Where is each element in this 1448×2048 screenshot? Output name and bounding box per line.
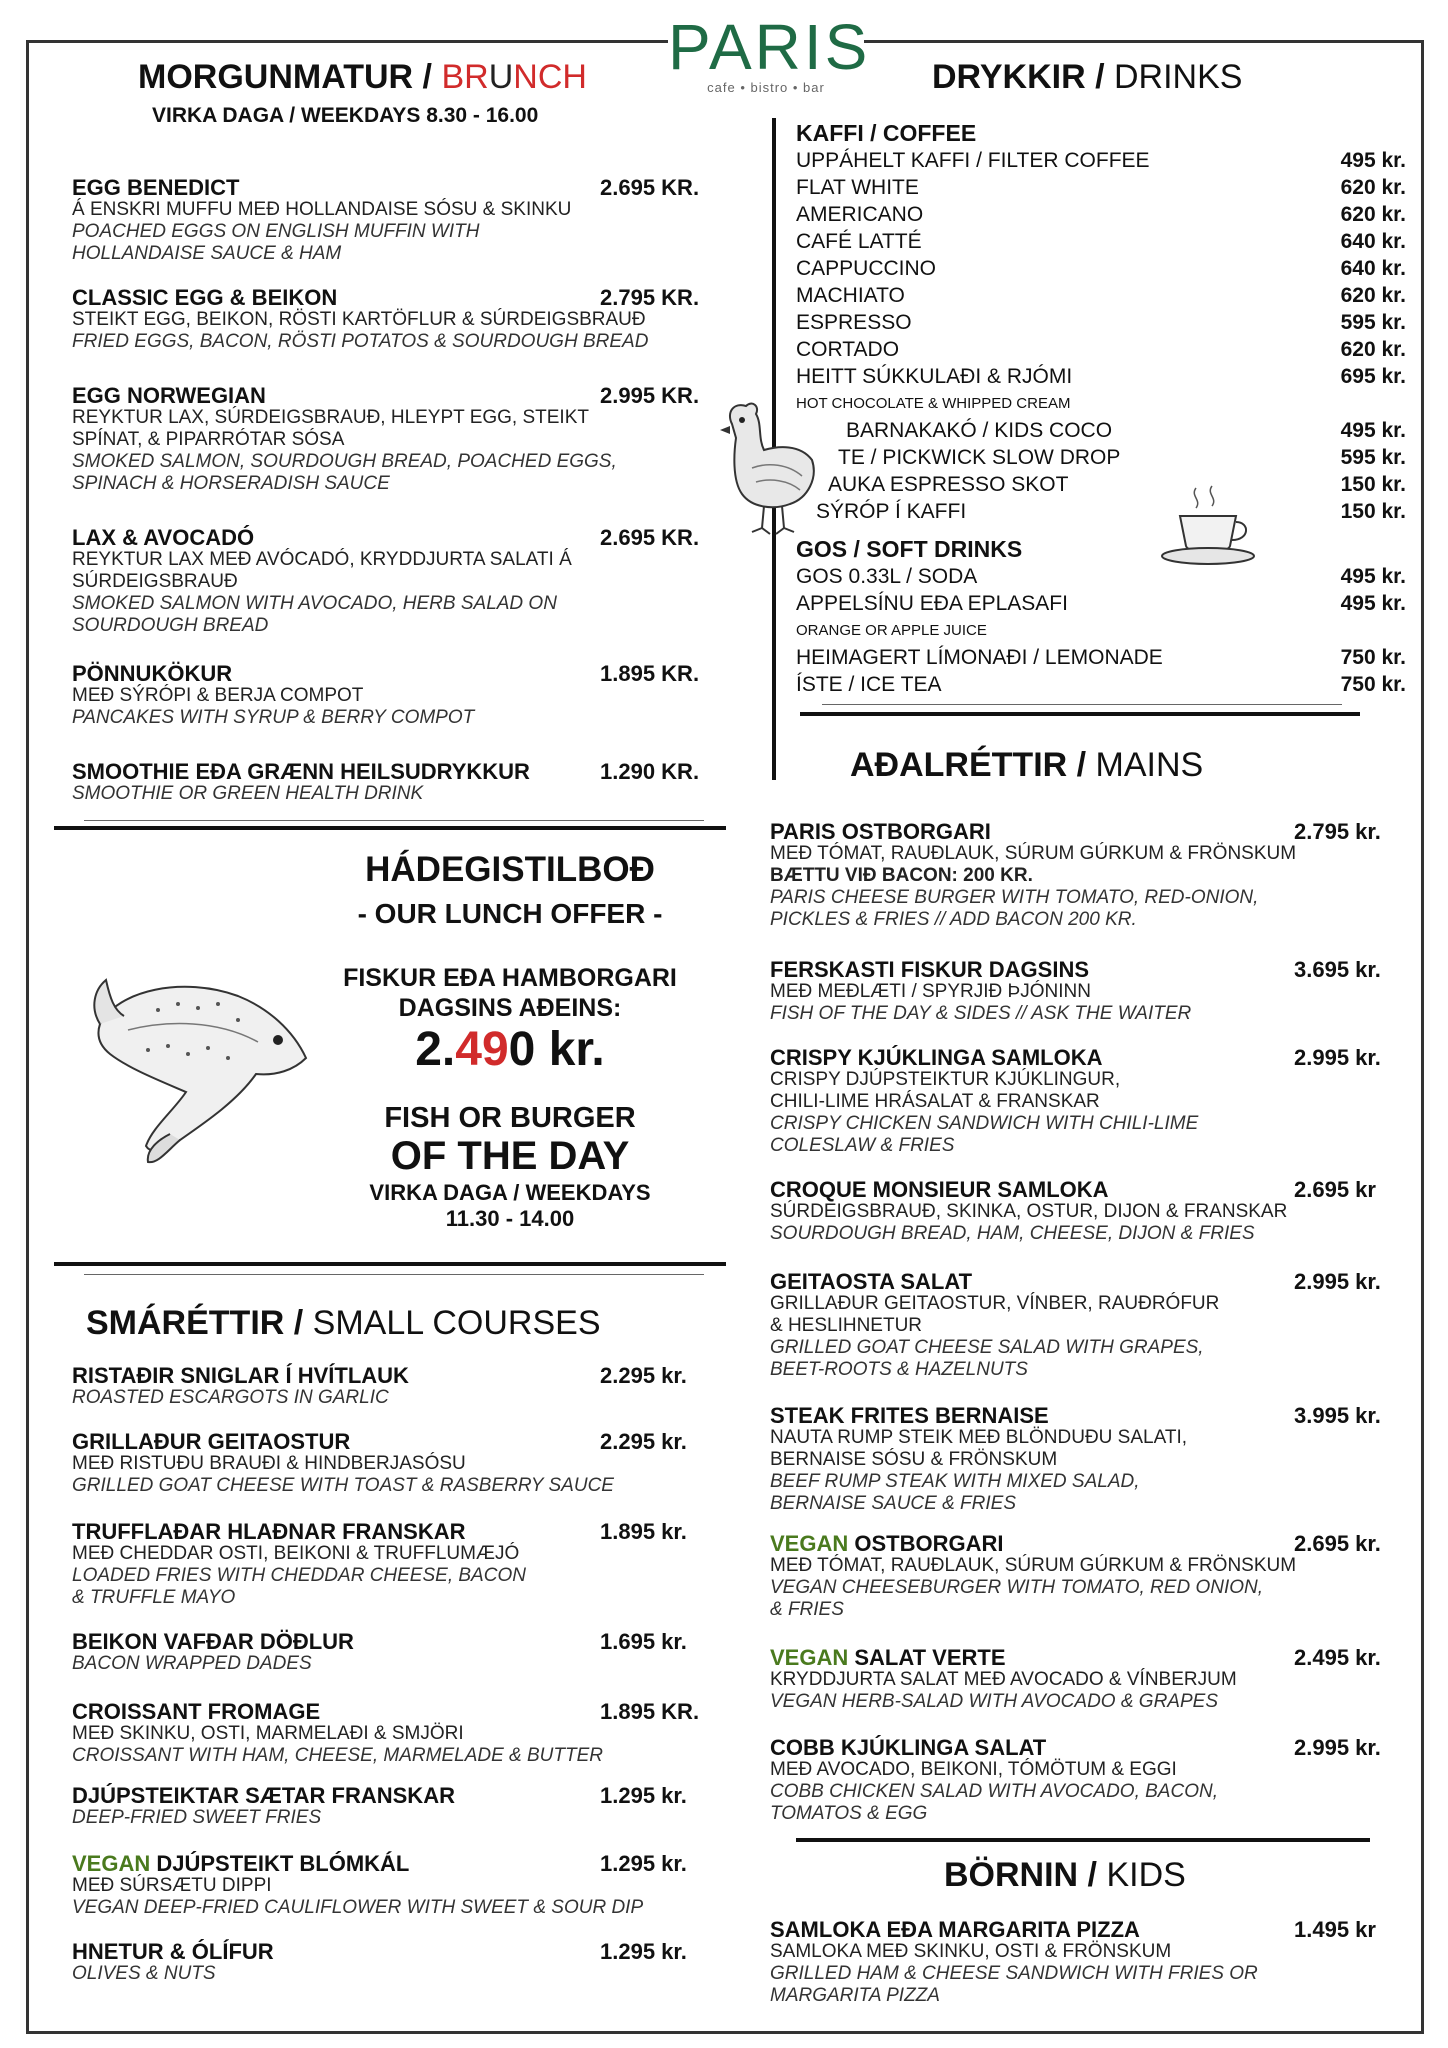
drink-price: 640 kr. [1340, 257, 1406, 280]
fish-illustration [88, 950, 320, 1166]
vegan-label: VEGAN [770, 1531, 849, 1556]
divider [822, 704, 1342, 705]
drink-name: HEITT SÚKKULAÐI & RJÓMI [796, 365, 1073, 388]
menu-item [770, 1178, 1430, 1245]
item-price: 1.295 kr. [600, 1783, 687, 1808]
vegan-label: VEGAN [770, 1645, 849, 1670]
drink-name: CAFÉ LATTÉ [796, 230, 922, 253]
divider [796, 1838, 1370, 1842]
item-name: BEIKON VAFÐAR DÖÐLUR [72, 1629, 354, 1654]
item-description-en: & FRIES [770, 1599, 844, 1620]
item-name: SMOOTHIE EÐA GRÆNN HEILSUDRYKKUR [72, 759, 530, 784]
drink-row [796, 175, 1406, 201]
drink-price: 640 kr. [1340, 230, 1406, 253]
item-description-en: GRILLED GOAT CHEESE SALAD WITH GRAPES, [770, 1337, 1204, 1358]
drink-name: AMERICANO [796, 203, 924, 226]
item-name: GEITAOSTA SALAT [770, 1269, 973, 1294]
item-description-en: BERNAISE SAUCE & FRIES [770, 1493, 1017, 1514]
item-description-en: PICKLES & FRIES // ADD BACON 200 KR. [770, 909, 1137, 930]
lunch-subtitle: - OUR LUNCH OFFER - [357, 898, 663, 929]
item-name: CROQUE MONSIEUR SAMLOKA [770, 1177, 1109, 1202]
item-description: KRYDDJURTA SALAT MEÐ AVOCADO & VÍNBERJUM [770, 1669, 1237, 1690]
item-description-en: FISH OF THE DAY & SIDES // ASK THE WAITER [770, 1003, 1192, 1024]
brunch-hours: VIRKA DAGA / WEEKDAYS 8.30 - 16.00 [152, 104, 539, 127]
vegan-label: VEGAN [72, 1851, 151, 1876]
item-name: FERSKASTI FISKUR DAGSINS [770, 957, 1090, 982]
item-description: CRISPY DJÚPSTEIKTUR KJÚKLINGUR, [770, 1069, 1121, 1090]
menu-item [72, 286, 732, 353]
menu-item [72, 526, 732, 637]
item-name: EGG BENEDICT [72, 175, 240, 200]
drink-row [796, 364, 1406, 390]
menu-item [72, 662, 732, 729]
item-description-en: VEGAN HERB-SALAD WITH AVOCADO & GRAPES [770, 1691, 1219, 1712]
item-name: LAX & AVOCADÓ [72, 525, 255, 550]
drink-name: AUKA ESPRESSO SKOT [828, 473, 1069, 496]
divider [84, 820, 704, 821]
drink-price: 620 kr. [1340, 284, 1406, 307]
drink-name: ORANGE OR APPLE JUICE [796, 622, 987, 639]
drink-row [796, 618, 1406, 644]
hen-illustration [712, 398, 822, 538]
lunch-en4: 11.30 - 14.00 [445, 1206, 575, 1231]
drink-price: 595 kr. [1340, 446, 1406, 469]
item-name-text: OSTBORGARI [848, 1531, 1004, 1556]
item-price: 3.995 kr. [1294, 1403, 1381, 1428]
item-price: 1.895 KR. [600, 1699, 700, 1724]
menu-item [770, 1404, 1430, 1515]
item-price: 2.995 KR. [600, 383, 700, 408]
menu-item [72, 1700, 732, 1767]
item-description-en: BEET-ROOTS & HAZELNUTS [770, 1359, 1028, 1380]
item-name: TRUFFLAÐAR HLAÐNAR FRANSKAR [72, 1519, 466, 1544]
item-description: MEÐ SKINKU, OSTI, MARMELAÐI & SMJÖRI [72, 1723, 464, 1744]
coffee-list [796, 148, 1406, 528]
kids-title: BÖRNIN / KIDS [944, 1856, 1186, 1894]
item-description-en: OLIVES & NUTS [72, 1963, 216, 1984]
item-price: 2.795 kr. [1294, 819, 1381, 844]
divider [54, 1262, 726, 1266]
divider [84, 1274, 704, 1275]
drink-name: CORTADO [796, 338, 900, 361]
drink-price: 695 kr. [1340, 365, 1406, 388]
item-description-en: LOADED FRIES WITH CHEDDAR CHEESE, BACON [72, 1565, 526, 1586]
menu-item [770, 1270, 1430, 1381]
drink-name: APPELSÍNU EÐA EPLASAFI [796, 592, 1068, 615]
brand-tagline: cafe • bistro • bar [707, 80, 825, 95]
item-description-en: COBB CHICKEN SALAD WITH AVOCADO, BACON, [770, 1781, 1218, 1802]
drink-row [796, 645, 1406, 671]
logo [668, 11, 871, 110]
item-description-en: PARIS CHEESE BURGER WITH TOMATO, RED-ONION, [770, 887, 1259, 908]
drink-row [796, 591, 1406, 617]
item-name: COBB KJÚKLINGA SALAT [770, 1735, 1047, 1760]
item-description-en: SMOKED SALMON, SOURDOUGH BREAD, POACHED EGGS, [72, 451, 617, 472]
drink-price: 750 kr. [1340, 673, 1406, 696]
menu-item [770, 1736, 1430, 1825]
drink-row [796, 391, 1406, 417]
item-description: MEÐ CHEDDAR OSTI, BEIKONI & TRUFFLUMÆJÓ [72, 1543, 520, 1564]
item-price: 1.295 kr. [600, 1851, 687, 1876]
item-description: REYKTUR LAX, SÚRDEIGSBRAUÐ, HLEYPT EGG, STEIKT [72, 407, 589, 428]
item-description: & HESLIHNETUR [770, 1315, 923, 1336]
item-description: GRILLAÐUR GEITAOSTUR, VÍNBER, RAUÐRÓFUR [770, 1293, 1220, 1314]
menu-item [72, 1852, 732, 1919]
item-description-en: SOURDOUGH BREAD, HAM, CHEESE, DIJON & FRIES [770, 1223, 1255, 1244]
drink-row [796, 202, 1406, 228]
menu-item [770, 820, 1430, 931]
drink-price: 495 kr. [1340, 149, 1406, 172]
drink-price: 620 kr. [1340, 176, 1406, 199]
small-courses-title: SMÁRÉTTIR / SMALL COURSES [86, 1304, 601, 1342]
item-addon: BÆTTU VIÐ BACON: 200 KR. [770, 865, 1033, 886]
menu-item [770, 1918, 1430, 2007]
drink-row [796, 256, 1406, 282]
item-name: CROISSANT FROMAGE [72, 1699, 321, 1724]
menu-item [72, 176, 732, 265]
menu-item [72, 760, 732, 805]
drink-name: SÝRÓP Í KAFFI [816, 500, 967, 523]
drink-name: BARNAKAKÓ / KIDS COCO [846, 419, 1113, 442]
item-description-en: SOURDOUGH BREAD [72, 615, 269, 636]
item-description-en: BACON WRAPPED DADES [72, 1653, 312, 1674]
drink-price: 620 kr. [1340, 203, 1406, 226]
drink-name: GOS 0.33L / SODA [796, 565, 978, 588]
lunch-title: HÁDEGISTILBOÐ [365, 850, 655, 889]
item-description: REYKTUR LAX MEÐ AVÓCADÓ, KRYDDJURTA SALATI Á [72, 549, 572, 570]
item-name-text: SALAT VERTE [848, 1645, 1006, 1670]
drink-row [796, 310, 1406, 336]
item-description: MEÐ TÓMAT, RAUÐLAUK, SÚRUM GÚRKUM & FRÖNSKUM [770, 843, 1297, 864]
item-description-en: COLESLAW & FRIES [770, 1135, 955, 1156]
item-name: RISTAÐIR SNIGLAR Í HVÍTLAUK [72, 1363, 409, 1388]
menu-item [72, 1940, 732, 1985]
item-description-en: SMOKED SALMON WITH AVOCADO, HERB SALAD ON [72, 593, 557, 614]
menu-item [770, 1046, 1430, 1157]
drink-row [796, 564, 1406, 590]
item-description: STEIKT EGG, BEIKON, RÖSTI KARTÖFLUR & SÚRDEIGSBRAUÐ [72, 309, 646, 330]
item-price: 2.295 kr. [600, 1429, 687, 1454]
item-description-en: CROISSANT WITH HAM, CHEESE, MARMELADE & BUTTER [72, 1745, 603, 1766]
drink-row [816, 499, 1406, 525]
drink-name: MACHIATO [796, 284, 905, 307]
drink-name: ESPRESSO [796, 311, 912, 334]
item-description: MEÐ RISTUÐU BRAUÐI & HINDBERJASÓSU [72, 1453, 466, 1474]
item-price: 2.495 kr. [1294, 1645, 1381, 1670]
soft-drinks-list [796, 564, 1406, 704]
drink-row [838, 445, 1406, 471]
drink-name: CAPPUCCINO [796, 257, 937, 280]
menu-item [72, 1364, 732, 1409]
item-price: 2.995 kr. [1294, 1735, 1381, 1760]
item-description-en: VEGAN CHEESEBURGER WITH TOMATO, RED ONION, [770, 1577, 1263, 1598]
item-price: 2.695 kr [1294, 1177, 1376, 1202]
menu-item [770, 958, 1430, 1025]
coffee-heading: KAFFI / COFFEE [796, 120, 977, 146]
item-description-en: ROASTED ESCARGOTS IN GARLIC [72, 1387, 389, 1408]
item-price: 1.895 kr. [600, 1519, 687, 1544]
item-price: 2.295 kr. [600, 1363, 687, 1388]
drink-price: 595 kr. [1340, 311, 1406, 334]
item-description-en: FRIED EGGS, BACON, RÖSTI POTATOS & SOURDOUGH BREAD [72, 331, 649, 352]
menu-item [72, 1520, 732, 1609]
drink-price: 750 kr. [1340, 646, 1406, 669]
drink-price: 150 kr. [1340, 500, 1406, 523]
item-price: 2.995 kr. [1294, 1045, 1381, 1070]
drink-row [846, 418, 1406, 444]
item-price: 2.995 kr. [1294, 1269, 1381, 1294]
menu-item [72, 1430, 732, 1497]
item-name-text: DJÚPSTEIKT BLÓMKÁL [150, 1851, 410, 1876]
item-price: 2.695 kr. [1294, 1531, 1381, 1556]
item-description: MEÐ SÚRSÆTU DIPPI [72, 1875, 272, 1896]
drinks-title: DRYKKIR / DRINKS [932, 58, 1243, 96]
item-description: SPÍNAT, & PIPARRÓTAR SÓSA [72, 429, 345, 450]
item-description-en: TOMATOS & EGG [770, 1803, 928, 1824]
drink-name: TE / PICKWICK SLOW DROP [838, 446, 1121, 469]
item-description: NAUTA RUMP STEIK MEÐ BLÖNDUÐU SALATI, [770, 1427, 1188, 1448]
item-price: 1.895 KR. [600, 661, 700, 686]
item-name: CRISPY KJÚKLINGA SAMLOKA [770, 1045, 1103, 1070]
item-description: MEÐ MEÐLÆTI / SPYRJIÐ ÞJÓNINN [770, 981, 1091, 1002]
soft-drinks-heading: GOS / SOFT DRINKS [796, 536, 1023, 562]
item-price: 1.290 KR. [600, 759, 700, 784]
item-description: CHILI-LIME HRÁSALAT & FRANSKAR [770, 1091, 1100, 1112]
item-name: DJÚPSTEIKTAR SÆTAR FRANSKAR [72, 1783, 455, 1808]
drink-row [796, 283, 1406, 309]
item-price: 1.295 kr. [600, 1939, 687, 1964]
drink-price: 495 kr. [1340, 419, 1406, 442]
item-price: 2.695 KR. [600, 175, 700, 200]
lunch-en3: VIRKA DAGA / WEEKDAYS [369, 1180, 651, 1205]
item-description-en: MARGARITA PIZZA [770, 1985, 940, 2006]
lunch-line1: FISKUR EÐA HAMBORGARI [343, 964, 677, 992]
item-name: PÖNNUKÖKUR [72, 661, 233, 686]
item-description-en: HOLLANDAISE SAUCE & HAM [72, 243, 342, 264]
menu-item [72, 384, 732, 495]
item-price: 1.695 kr. [600, 1629, 687, 1654]
item-description-en: PANCAKES WITH SYRUP & BERRY COMPOT [72, 707, 475, 728]
item-description-en: SMOOTHIE OR GREEN HEALTH DRINK [72, 783, 424, 804]
lunch-line2: DAGSINS AÐEINS: [398, 994, 622, 1022]
item-name: SAMLOKA EÐA MARGARITA PIZZA [770, 1917, 1140, 1942]
brunch-title: MORGUNMATUR / BRUNCH [138, 58, 587, 96]
item-name: GRILLAÐUR GEITAOSTUR [72, 1429, 351, 1454]
item-name: HNETUR & ÓLÍFUR [72, 1939, 274, 1964]
item-name: STEAK FRITES BERNAISE [770, 1403, 1049, 1428]
item-description-en: GRILLED GOAT CHEESE WITH TOAST & RASBERRY SAUCE [72, 1475, 614, 1496]
lunch-en1: FISH OR BURGER [384, 1102, 636, 1134]
menu-item [770, 1532, 1430, 1621]
item-description-en: POACHED EGGS ON ENGLISH MUFFIN WITH [72, 221, 480, 242]
item-name: EGG NORWEGIAN [72, 383, 266, 408]
drink-price: 495 kr. [1340, 592, 1406, 615]
drink-name: HEIMAGERT LÍMONAÐI / LEMONADE [796, 646, 1163, 669]
item-description-en: CRISPY CHICKEN SANDWICH WITH CHILI-LIME [770, 1113, 1199, 1134]
lunch-en2: OF THE DAY [390, 1134, 630, 1178]
drink-name: FLAT WHITE [796, 176, 919, 199]
drink-row [796, 148, 1406, 174]
item-price: 2.795 KR. [600, 285, 700, 310]
item-description: BERNAISE SÓSU & FRÖNSKUM [770, 1449, 1058, 1470]
item-price: 3.695 kr. [1294, 957, 1381, 982]
lunch-price: 2.490 kr. [415, 1023, 605, 1076]
mains-title: AÐALRÉTTIR / MAINS [850, 746, 1204, 784]
item-description-en: DEEP-FRIED SWEET FRIES [72, 1807, 322, 1828]
drink-row [796, 672, 1406, 698]
menu-item [770, 1646, 1430, 1713]
item-description-en: VEGAN DEEP-FRIED CAULIFLOWER WITH SWEET & SOUR DIP [72, 1897, 644, 1918]
drink-name: UPPÁHELT KAFFI / FILTER COFFEE [796, 149, 1150, 172]
drink-row [796, 229, 1406, 255]
item-price: 2.695 KR. [600, 525, 700, 550]
divider [54, 826, 726, 830]
menu-item [72, 1784, 732, 1829]
item-name: PARIS OSTBORGARI [770, 819, 991, 844]
drink-name: ÍSTE / ICE TEA [796, 673, 942, 696]
item-description-en: BEEF RUMP STEAK WITH MIXED SALAD, [770, 1471, 1140, 1492]
drink-row [828, 472, 1406, 498]
item-description-en: SPINACH & HORSERADISH SAUCE [72, 473, 390, 494]
item-description: MEÐ TÓMAT, RAUÐLAUK, SÚRUM GÚRKUM & FRÖNSKUM [770, 1555, 1297, 1576]
item-description: Á ENSKRI MUFFU MEÐ HOLLANDAISE SÓSU & SKINKU [72, 199, 572, 220]
drink-price: 495 kr. [1340, 565, 1406, 588]
item-description: MEÐ AVOCADO, BEIKONI, TÓMÖTUM & EGGI [770, 1759, 1177, 1780]
drink-price: 620 kr. [1340, 338, 1406, 361]
coffee-cup-illustration [1156, 482, 1266, 572]
drink-row [796, 337, 1406, 363]
drink-price: 150 kr. [1340, 473, 1406, 496]
item-name: CLASSIC EGG & BEIKON [72, 285, 338, 310]
item-description: SÚRDEIGSBRAUÐ, SKINKA, OSTUR, DIJON & FRANSKAR [770, 1201, 1288, 1222]
brand-name: PARIS [668, 11, 871, 83]
item-description: SAMLOKA MEÐ SKINKU, OSTI & FRÖNSKUM [770, 1941, 1172, 1962]
item-price: 1.495 kr [1294, 1917, 1376, 1942]
item-description: MEÐ SÝRÓPI & BERJA COMPOT [72, 685, 364, 706]
divider [800, 712, 1360, 716]
drink-name: HOT CHOCOLATE & WHIPPED CREAM [796, 395, 1071, 412]
item-description-en: GRILLED HAM & CHEESE SANDWICH WITH FRIES OR [770, 1963, 1258, 1984]
item-description-en: & TRUFFLE MAYO [72, 1587, 236, 1608]
menu-item [72, 1630, 732, 1675]
item-description: SÚRDEIGSBRAUÐ [72, 571, 238, 592]
